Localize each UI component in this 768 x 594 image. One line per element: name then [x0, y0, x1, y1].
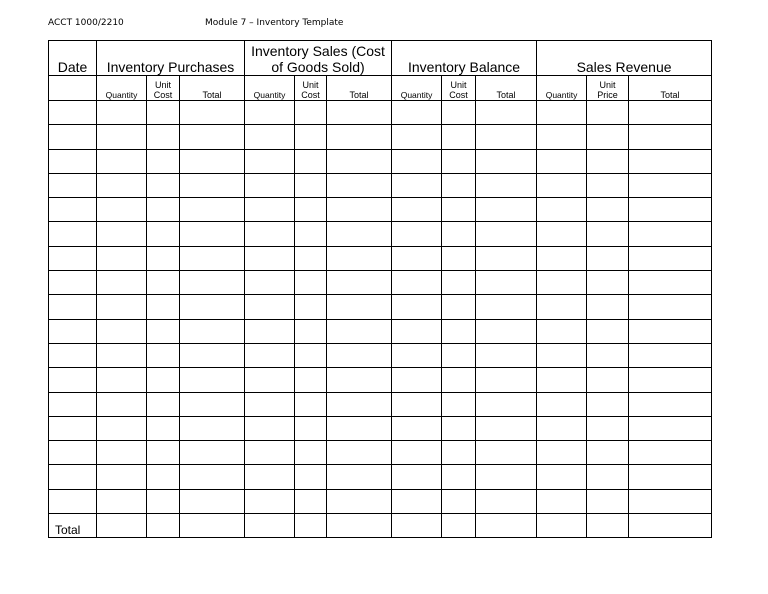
table-cell[interactable]: [587, 198, 629, 222]
col-header-sales-unit-cost: Unit Cost: [295, 76, 327, 101]
table-cell[interactable]: [587, 246, 629, 270]
table-cell[interactable]: [147, 514, 180, 538]
table-cell[interactable]: [180, 173, 245, 197]
table-cell[interactable]: [392, 368, 442, 392]
table-cell[interactable]: [537, 101, 587, 125]
table-cell[interactable]: [587, 489, 629, 513]
table-cell[interactable]: [49, 101, 97, 125]
table-cell[interactable]: [537, 319, 587, 343]
table-cell[interactable]: [49, 392, 97, 416]
table-cell[interactable]: [476, 489, 537, 513]
table-cell[interactable]: [476, 295, 537, 319]
table-cell[interactable]: [97, 441, 147, 465]
table-cell[interactable]: [97, 222, 147, 246]
module-title: Module 7 – Inventory Template: [205, 18, 344, 28]
table-cell[interactable]: [147, 392, 180, 416]
table-cell[interactable]: [442, 295, 476, 319]
table-cell[interactable]: [295, 271, 327, 295]
table-cell[interactable]: [476, 319, 537, 343]
total-label: Total: [49, 514, 97, 538]
table-cell[interactable]: [537, 246, 587, 270]
table-cell[interactable]: [629, 271, 712, 295]
table-cell[interactable]: [49, 489, 97, 513]
table-cell[interactable]: [537, 271, 587, 295]
table-cell[interactable]: [476, 465, 537, 489]
table-cell[interactable]: [392, 295, 442, 319]
table-row: [49, 101, 712, 125]
table-cell[interactable]: [180, 149, 245, 173]
table-cell[interactable]: [476, 246, 537, 270]
table-cell[interactable]: [180, 392, 245, 416]
table-cell[interactable]: [245, 295, 295, 319]
table-cell[interactable]: [97, 149, 147, 173]
table-row: [49, 149, 712, 173]
table-cell[interactable]: [392, 392, 442, 416]
table-cell[interactable]: [537, 198, 587, 222]
table-cell[interactable]: [97, 465, 147, 489]
table-cell[interactable]: [49, 368, 97, 392]
table-cell[interactable]: [327, 392, 392, 416]
table-cell[interactable]: [295, 514, 327, 538]
table-cell[interactable]: [629, 222, 712, 246]
table-cell[interactable]: [295, 441, 327, 465]
table-cell[interactable]: [295, 368, 327, 392]
table-cell[interactable]: [180, 465, 245, 489]
table-cell[interactable]: [327, 173, 392, 197]
table-cell[interactable]: [537, 441, 587, 465]
table-cell[interactable]: [442, 198, 476, 222]
table-cell[interactable]: [476, 101, 537, 125]
table-cell[interactable]: [442, 246, 476, 270]
table-cell[interactable]: [245, 368, 295, 392]
table-cell[interactable]: [587, 514, 629, 538]
table-cell[interactable]: [147, 295, 180, 319]
table-cell[interactable]: [476, 441, 537, 465]
group-header-revenue: Sales Revenue: [537, 41, 712, 76]
table-cell[interactable]: [392, 173, 442, 197]
table-cell[interactable]: [392, 319, 442, 343]
table-cell[interactable]: [97, 198, 147, 222]
col-header-balance-total: Total: [476, 76, 537, 101]
table-cell[interactable]: [629, 198, 712, 222]
table-cell[interactable]: [295, 246, 327, 270]
table-cell[interactable]: [180, 198, 245, 222]
table-cell[interactable]: [180, 295, 245, 319]
col-header-revenue-total: Total: [629, 76, 712, 101]
table-cell[interactable]: [629, 149, 712, 173]
table-cell[interactable]: [245, 319, 295, 343]
group-header-sales-cogs: Inventory Sales (Cost of Goods Sold): [245, 41, 392, 76]
table-cell[interactable]: [180, 271, 245, 295]
table-cell[interactable]: [49, 149, 97, 173]
table-cell[interactable]: [392, 222, 442, 246]
table-cell[interactable]: [537, 149, 587, 173]
table-cell[interactable]: [629, 101, 712, 125]
table-cell[interactable]: [295, 465, 327, 489]
table-cell[interactable]: [97, 246, 147, 270]
table-cell[interactable]: [476, 514, 537, 538]
table-cell[interactable]: [147, 198, 180, 222]
table-cell[interactable]: [245, 392, 295, 416]
table-cell[interactable]: [245, 101, 295, 125]
table-cell[interactable]: [476, 222, 537, 246]
table-cell[interactable]: [295, 295, 327, 319]
table-cell[interactable]: [147, 465, 180, 489]
table-cell[interactable]: [587, 416, 629, 440]
table-cell[interactable]: [295, 101, 327, 125]
table-cell[interactable]: [587, 392, 629, 416]
date-header: Date: [49, 41, 97, 76]
table-cell[interactable]: [392, 514, 442, 538]
table-cell[interactable]: [442, 271, 476, 295]
table-cell[interactable]: [442, 149, 476, 173]
table-cell[interactable]: [587, 465, 629, 489]
table-cell[interactable]: [147, 489, 180, 513]
table-cell[interactable]: [97, 271, 147, 295]
table-cell[interactable]: [245, 489, 295, 513]
table-cell[interactable]: [442, 343, 476, 367]
table-cell[interactable]: [587, 271, 629, 295]
table-cell[interactable]: [629, 125, 712, 149]
table-cell[interactable]: [327, 465, 392, 489]
table-cell[interactable]: [245, 198, 295, 222]
table-cell[interactable]: [147, 368, 180, 392]
table-cell[interactable]: [49, 173, 97, 197]
table-cell[interactable]: [180, 222, 245, 246]
table-cell[interactable]: [587, 319, 629, 343]
table-cell[interactable]: [476, 392, 537, 416]
table-cell[interactable]: [295, 416, 327, 440]
group-header-purchases: Inventory Purchases: [97, 41, 245, 76]
table-cell[interactable]: [97, 368, 147, 392]
table-cell[interactable]: [327, 101, 392, 125]
table-cell[interactable]: [537, 173, 587, 197]
col-header-sales-quantity: Quantity: [245, 76, 295, 101]
table-cell[interactable]: [295, 392, 327, 416]
table-cell[interactable]: [180, 514, 245, 538]
table-cell[interactable]: [97, 392, 147, 416]
table-row: [49, 319, 712, 343]
table-cell[interactable]: [587, 149, 629, 173]
table-cell[interactable]: [245, 416, 295, 440]
table-cell[interactable]: [327, 125, 392, 149]
table-cell[interactable]: [49, 343, 97, 367]
table-cell[interactable]: [295, 198, 327, 222]
table-cell[interactable]: [49, 319, 97, 343]
date-subheader-blank: [49, 76, 97, 101]
table-cell[interactable]: [476, 368, 537, 392]
table-cell[interactable]: [442, 489, 476, 513]
table-cell[interactable]: [147, 173, 180, 197]
table-cell[interactable]: [442, 125, 476, 149]
table-cell[interactable]: [587, 173, 629, 197]
table-cell[interactable]: [442, 319, 476, 343]
col-header-revenue-quantity: Quantity: [537, 76, 587, 101]
table-cell[interactable]: [49, 441, 97, 465]
table-cell[interactable]: [537, 392, 587, 416]
table-cell[interactable]: [245, 173, 295, 197]
table-cell[interactable]: [147, 101, 180, 125]
table-cell[interactable]: [442, 465, 476, 489]
table-cell[interactable]: [587, 368, 629, 392]
table-row: [49, 173, 712, 197]
table-cell[interactable]: [245, 222, 295, 246]
table-cell[interactable]: [537, 295, 587, 319]
table-cell[interactable]: [327, 514, 392, 538]
table-cell[interactable]: [476, 416, 537, 440]
table-row: [49, 125, 712, 149]
table-cell[interactable]: [392, 416, 442, 440]
table-cell[interactable]: [327, 319, 392, 343]
table-row: [49, 441, 712, 465]
table-cell[interactable]: [245, 271, 295, 295]
table-row: [49, 271, 712, 295]
table-cell[interactable]: [587, 222, 629, 246]
table-cell[interactable]: [49, 295, 97, 319]
table-cell[interactable]: [97, 514, 147, 538]
table-cell[interactable]: [442, 392, 476, 416]
group-header-row: [49, 41, 712, 76]
table-cell[interactable]: [442, 514, 476, 538]
table-cell[interactable]: [327, 149, 392, 173]
table-cell[interactable]: [327, 489, 392, 513]
table-cell[interactable]: [476, 198, 537, 222]
table-cell[interactable]: [392, 125, 442, 149]
table-cell[interactable]: [97, 343, 147, 367]
table-cell[interactable]: [327, 368, 392, 392]
table-cell[interactable]: [537, 368, 587, 392]
col-header-purchases-unit-cost: Unit Cost: [147, 76, 180, 101]
table-cell[interactable]: [97, 489, 147, 513]
table-cell[interactable]: [245, 465, 295, 489]
table-cell[interactable]: [245, 441, 295, 465]
table-cell[interactable]: [180, 101, 245, 125]
total-row: [49, 514, 712, 538]
table-cell[interactable]: [392, 271, 442, 295]
table-cell[interactable]: [97, 416, 147, 440]
table-cell[interactable]: [537, 465, 587, 489]
table-cell[interactable]: [327, 441, 392, 465]
table-cell[interactable]: [629, 416, 712, 440]
table-cell[interactable]: [392, 149, 442, 173]
table-cell[interactable]: [49, 465, 97, 489]
table-cell[interactable]: [392, 465, 442, 489]
table-cell[interactable]: [537, 222, 587, 246]
col-header-purchases-total: Total: [180, 76, 245, 101]
group-header-balance: Inventory Balance: [392, 41, 537, 76]
course-code: ACCT 1000/2210: [48, 18, 124, 28]
table-cell[interactable]: [97, 101, 147, 125]
table-cell[interactable]: [97, 125, 147, 149]
table-cell[interactable]: [147, 149, 180, 173]
table-cell[interactable]: [587, 441, 629, 465]
table-cell[interactable]: [97, 319, 147, 343]
table-cell[interactable]: [295, 125, 327, 149]
column-header-row: [49, 76, 712, 101]
col-header-purchases-quantity: Quantity: [97, 76, 147, 101]
table-cell[interactable]: [147, 319, 180, 343]
table-cell[interactable]: [147, 222, 180, 246]
table-cell[interactable]: [97, 295, 147, 319]
table-cell[interactable]: [476, 149, 537, 173]
table-cell[interactable]: [147, 416, 180, 440]
table-cell[interactable]: [245, 149, 295, 173]
table-cell[interactable]: [49, 125, 97, 149]
table-cell[interactable]: [49, 222, 97, 246]
table-cell[interactable]: [147, 343, 180, 367]
table-cell[interactable]: [97, 173, 147, 197]
table-cell[interactable]: [629, 489, 712, 513]
table-cell[interactable]: [587, 343, 629, 367]
table-cell[interactable]: [587, 101, 629, 125]
table-cell[interactable]: [327, 198, 392, 222]
table-cell[interactable]: [629, 465, 712, 489]
table-cell[interactable]: [629, 295, 712, 319]
col-header-balance-quantity: Quantity: [392, 76, 442, 101]
table-cell[interactable]: [537, 343, 587, 367]
table-cell[interactable]: [442, 441, 476, 465]
table-cell[interactable]: [147, 125, 180, 149]
table-cell[interactable]: [442, 173, 476, 197]
table-cell[interactable]: [587, 125, 629, 149]
table-row: [49, 343, 712, 367]
table-cell[interactable]: [442, 416, 476, 440]
table-cell[interactable]: [327, 343, 392, 367]
table-cell[interactable]: [537, 125, 587, 149]
table-row: [49, 295, 712, 319]
table-cell[interactable]: [180, 343, 245, 367]
table-cell[interactable]: [537, 514, 587, 538]
table-row: [49, 198, 712, 222]
table-cell[interactable]: [49, 198, 97, 222]
table-cell[interactable]: [180, 319, 245, 343]
table-cell[interactable]: [147, 271, 180, 295]
table-cell[interactable]: [245, 246, 295, 270]
table-cell[interactable]: [49, 246, 97, 270]
table-row: [49, 465, 712, 489]
table-cell[interactable]: [327, 222, 392, 246]
table-cell[interactable]: [295, 149, 327, 173]
table-cell[interactable]: [629, 441, 712, 465]
table-cell[interactable]: [180, 441, 245, 465]
table-cell[interactable]: [295, 173, 327, 197]
table-cell[interactable]: [442, 222, 476, 246]
table-cell[interactable]: [49, 416, 97, 440]
table-row: [49, 416, 712, 440]
col-header-sales-total: Total: [327, 76, 392, 101]
table-cell[interactable]: [392, 441, 442, 465]
table-row: [49, 489, 712, 513]
table-cell[interactable]: [180, 125, 245, 149]
table-cell[interactable]: [629, 319, 712, 343]
col-header-revenue-unit-price: Unit Price: [587, 76, 629, 101]
table-cell[interactable]: [327, 271, 392, 295]
table-cell[interactable]: [537, 416, 587, 440]
table-cell[interactable]: [327, 295, 392, 319]
table-cell[interactable]: [245, 125, 295, 149]
table-row: [49, 222, 712, 246]
table-cell[interactable]: [147, 246, 180, 270]
table-cell[interactable]: [295, 222, 327, 246]
table-cell[interactable]: [476, 125, 537, 149]
table-cell[interactable]: [629, 392, 712, 416]
table-cell[interactable]: [180, 368, 245, 392]
table-cell[interactable]: [327, 416, 392, 440]
table-cell[interactable]: [537, 489, 587, 513]
table-cell[interactable]: [295, 319, 327, 343]
table-row: [49, 368, 712, 392]
table-cell[interactable]: [629, 368, 712, 392]
table-cell[interactable]: [587, 295, 629, 319]
table-cell[interactable]: [245, 514, 295, 538]
table-cell[interactable]: [295, 343, 327, 367]
table-cell[interactable]: [629, 246, 712, 270]
table-cell[interactable]: [476, 271, 537, 295]
inventory-table: [48, 40, 712, 538]
table-cell[interactable]: [629, 343, 712, 367]
table-cell[interactable]: [180, 246, 245, 270]
table-cell[interactable]: [392, 343, 442, 367]
table-cell[interactable]: [327, 246, 392, 270]
table-cell[interactable]: [392, 198, 442, 222]
table-cell[interactable]: [180, 489, 245, 513]
table-cell[interactable]: [180, 416, 245, 440]
col-header-balance-unit-cost: Unit Cost: [442, 76, 476, 101]
table-cell[interactable]: [392, 246, 442, 270]
table-cell[interactable]: [147, 441, 180, 465]
table-cell[interactable]: [442, 368, 476, 392]
table-cell[interactable]: [442, 101, 476, 125]
table-cell[interactable]: [295, 489, 327, 513]
table-cell[interactable]: [476, 343, 537, 367]
table-cell[interactable]: [392, 489, 442, 513]
table-cell[interactable]: [476, 173, 537, 197]
table-row: [49, 246, 712, 270]
table-cell[interactable]: [629, 173, 712, 197]
table-row: [49, 392, 712, 416]
table-cell[interactable]: [629, 514, 712, 538]
table-cell[interactable]: [392, 101, 442, 125]
table-cell[interactable]: [49, 271, 97, 295]
table-cell[interactable]: [245, 343, 295, 367]
